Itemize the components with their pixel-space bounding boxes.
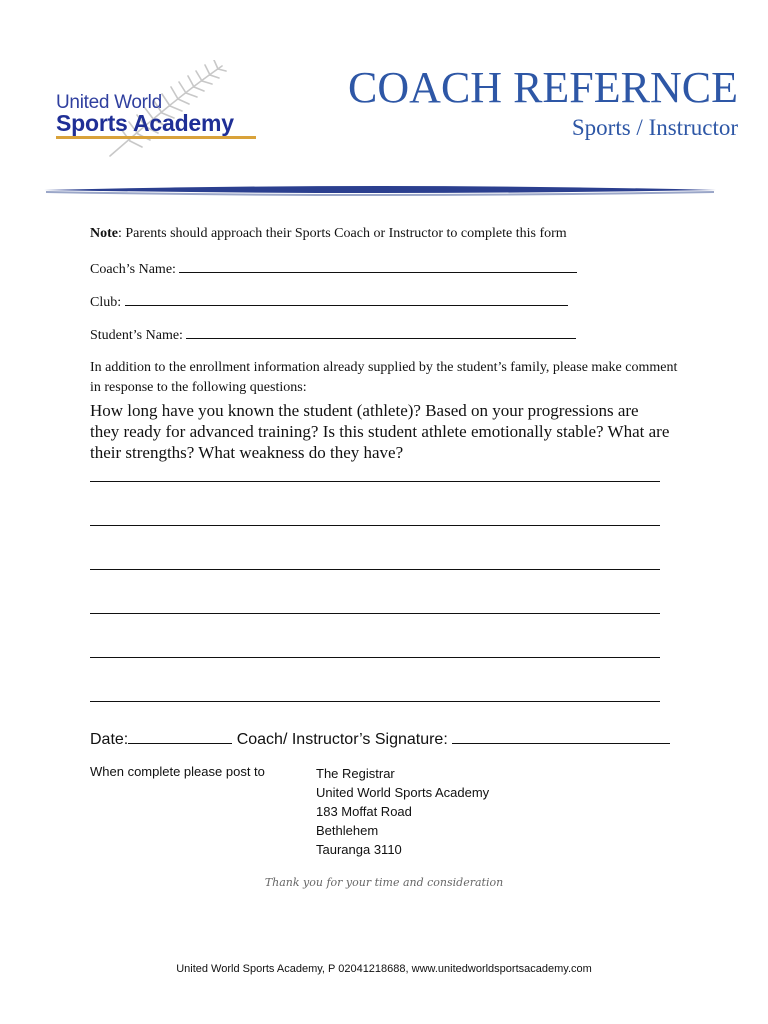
- answer-line[interactable]: [90, 613, 660, 614]
- academy-logo: [50, 60, 270, 160]
- logo-line-1: United World: [56, 92, 162, 113]
- page-subtitle: Sports / Instructor: [571, 115, 738, 140]
- student-name-row: [90, 325, 576, 344]
- postal-address: [316, 764, 489, 859]
- post-instructions: When complete please post to: [90, 764, 265, 779]
- signature-field[interactable]: [452, 728, 670, 744]
- coach-name-row: [90, 259, 577, 278]
- signature-label: Coach/ Instructor’s Signature:: [236, 731, 448, 748]
- club-row: [90, 292, 568, 311]
- answer-line[interactable]: [90, 481, 660, 482]
- date-label: Date:: [90, 731, 129, 748]
- answer-line[interactable]: [90, 657, 660, 658]
- answer-line[interactable]: [90, 525, 660, 526]
- logo-underline: [56, 136, 256, 139]
- answer-line[interactable]: [90, 569, 660, 570]
- coach-name-field[interactable]: [179, 259, 577, 273]
- address-line: Bethlehem: [316, 823, 379, 838]
- address-line: Tauranga 3110: [316, 842, 402, 857]
- footer-contact: United World Sports Academy, P 02041218688, www.unitedworldsportsacademy.com: [176, 963, 592, 975]
- note-line: [90, 226, 567, 242]
- intro-text: In addition to the enrollment information already supplied by the student’s family, please make comment in response to the following questions:: [90, 360, 678, 395]
- page-title: COACH REFERNCE: [348, 63, 738, 112]
- date-field[interactable]: [128, 728, 232, 744]
- signature-row: [90, 728, 670, 749]
- note-text: : Parents should approach their Sports Coach or Instructor to complete this form: [118, 226, 567, 241]
- question-text: How long have you known the student (athlete)? Based on your progressions are they ready for advanced training? Is this student athlete emotionally stable? What are their strengths? What weakness do they have?: [90, 401, 670, 462]
- logo-line-2: Sports Academy: [56, 110, 234, 136]
- thank-you-note: Thank you for your time and consideration: [264, 876, 504, 889]
- student-name-field[interactable]: [186, 325, 576, 339]
- address-line: 183 Moffat Road: [316, 804, 412, 819]
- club-field[interactable]: [125, 292, 568, 306]
- address-line: United World Sports Academy: [316, 785, 490, 800]
- answer-line[interactable]: [90, 701, 660, 702]
- coach-name-label: Coach’s Name:: [90, 262, 176, 277]
- club-label: Club:: [90, 295, 122, 310]
- address-line: The Registrar: [316, 766, 395, 781]
- header-divider: [40, 184, 720, 198]
- note-label: Note: [90, 226, 118, 241]
- student-name-label: Student’s Name:: [90, 328, 183, 343]
